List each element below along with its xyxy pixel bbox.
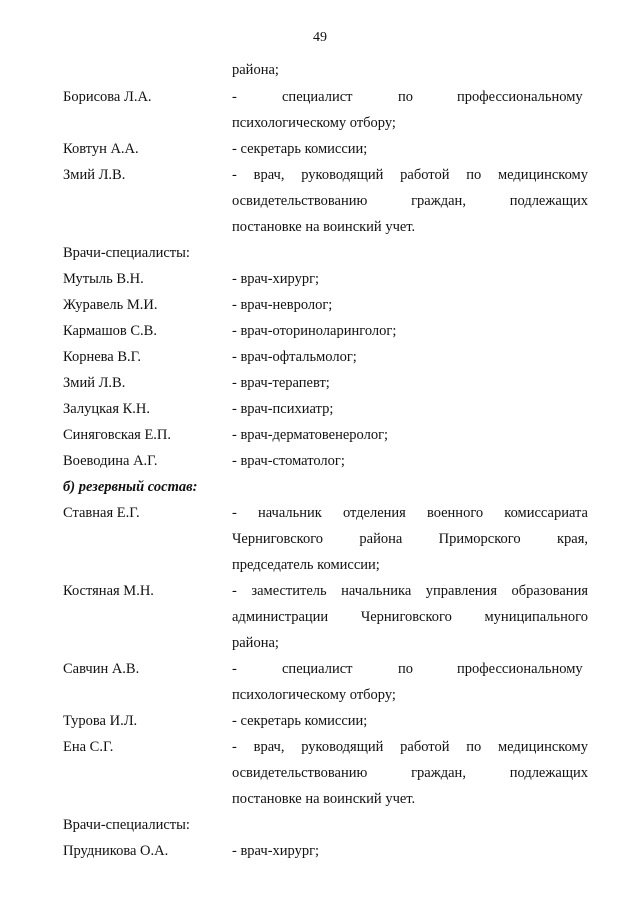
member-role: - врач-офтальмолог; [232, 349, 357, 365]
member-role: - врач-психиатр; [232, 401, 334, 417]
member-role: - врач, руководящий работой по медицинскому [232, 739, 588, 755]
member-name: Борисова Л.А. [63, 89, 152, 105]
member-name: Ковтун А.А. [63, 141, 139, 157]
member-role: - секретарь комиссии; [232, 141, 368, 157]
member-name: Змий Л.В. [63, 375, 126, 391]
member-role: - врач-невролог; [232, 297, 333, 313]
member-name: Синяговская Е.П. [63, 427, 172, 443]
text-line: Черниговского района Приморского края, [232, 531, 588, 547]
text-line: психологическому отбору; [232, 115, 396, 131]
member-name: Мутыль В.Н. [63, 271, 144, 287]
text-line: района; [232, 62, 279, 78]
text-word: по [398, 89, 414, 105]
member-name: Ена С.Г. [63, 739, 114, 755]
member-role: - врач-оториноларинголог; [232, 323, 397, 339]
member-role: - врач, руководящий работой по медицинскому [232, 167, 588, 183]
member-role: - врач-хирург; [232, 271, 320, 287]
member-role: - начальник отделения военного комиссариата [232, 505, 588, 521]
member-name: Костяная М.Н. [63, 583, 154, 599]
text-line: психологическому отбору; [232, 687, 396, 703]
text-word: по [398, 661, 414, 677]
text-line: освидетельствованию граждан, подлежащих [232, 193, 588, 209]
dash: - [232, 661, 237, 677]
member-name: Ставная Е.Г. [63, 505, 140, 521]
member-role: - врач-терапевт; [232, 375, 330, 391]
text-word: специалист [282, 661, 353, 677]
text-line: освидетельствованию граждан, подлежащих [232, 765, 588, 781]
member-role: - врач-дерматовенеролог; [232, 427, 389, 443]
text-word: профессиональному [457, 661, 583, 677]
text-word: профессиональному [457, 89, 583, 105]
member-name: Корнева В.Г. [63, 349, 142, 365]
member-name: Турова И.Л. [63, 713, 138, 729]
member-name: Кармашов С.В. [63, 323, 157, 339]
member-name: Змий Л.В. [63, 167, 126, 183]
section-heading: Врачи-специалисты: [63, 245, 190, 261]
text-line: постановке на воинский учет. [232, 791, 416, 807]
section-heading: б) резервный состав: [63, 479, 198, 495]
member-name: Савчин А.В. [63, 661, 140, 677]
text-word: специалист [282, 89, 353, 105]
member-name: Воеводина А.Г. [63, 453, 158, 469]
member-role: - секретарь комиссии; [232, 713, 368, 729]
text-line: постановке на воинский учет. [232, 219, 416, 235]
member-name: Журавель М.И. [63, 297, 158, 313]
text-line: администрации Черниговского муниципального [232, 609, 588, 625]
page-number: 49 [313, 30, 327, 45]
text-line: района; [232, 635, 279, 651]
member-name: Залуцкая К.Н. [63, 401, 151, 417]
section-heading: Врачи-специалисты: [63, 817, 190, 833]
member-role: - врач-стоматолог; [232, 453, 345, 469]
member-role: - врач-хирург; [232, 843, 320, 859]
text-line: председатель комиссии; [232, 557, 380, 573]
dash: - [232, 89, 237, 105]
member-name: Прудникова О.А. [63, 843, 169, 859]
member-role: - заместитель начальника управления образования [232, 583, 588, 599]
